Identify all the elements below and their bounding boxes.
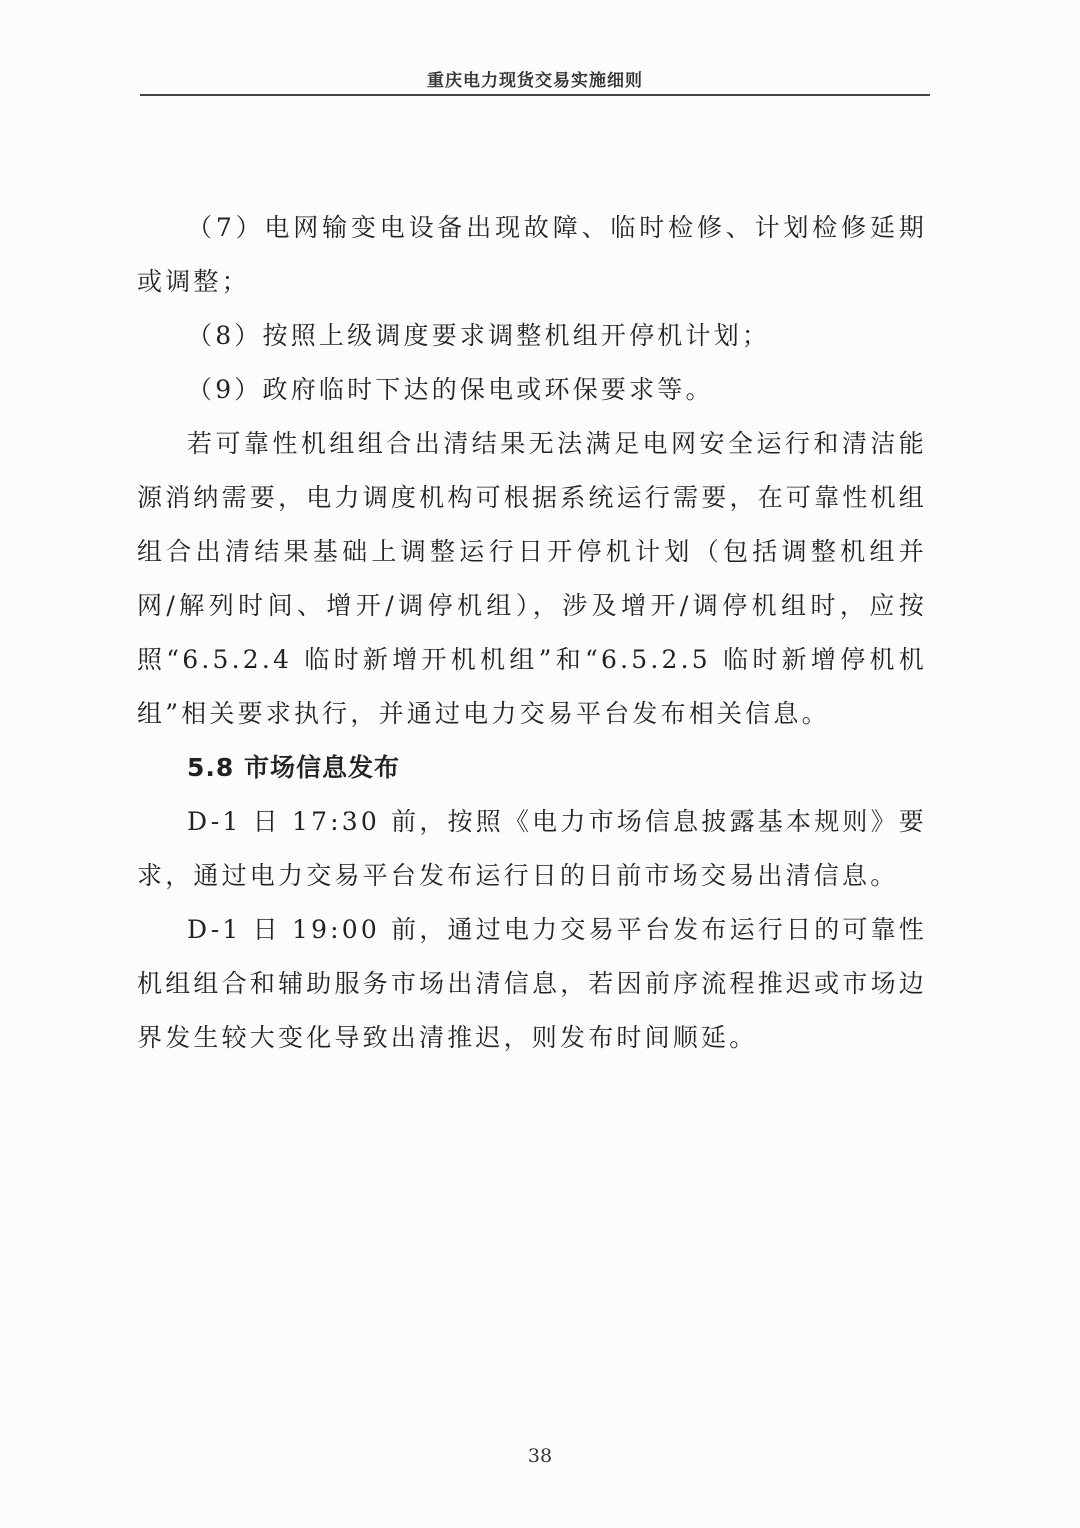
section-heading: 5.8 市场信息发布 [187, 753, 400, 782]
header-divider [140, 94, 930, 96]
paragraph-d1-1900: D-1 日 19:00 前，通过电力交易平台发布运行日的可靠性机组组合和辅助服务市场出清信息，若因前序流程推迟或市场边界发生较大变化导致出清推迟，则发布时间顺延。 [137, 915, 927, 1052]
running-header-title: 重庆电力现货交易实施细则 [427, 71, 643, 91]
paragraph-reliability-adjustment: 若可靠性机组组合出清结果无法满足电网安全运行和清洁能源消纳需要，电力调度机构可根据系统运行需要，在可靠性机组组合出清结果基础上调整运行日开停机计划（包括调整机组并网/解列时间、增开/调停机组），涉及增开/调停机组时，应按照“6.5.2.4 临时新增开机机组”和“6.5.2.5 临时新增停机机组”相关要求执行，并通过电力交易平台发布相关信息。 [137, 429, 927, 728]
list-item-9: （9）政府临时下达的保电或环保要求等。 [187, 375, 714, 404]
paragraph-d1-1730: D-1 日 17:30 前，按照《电力市场信息披露基本规则》要求，通过电力交易平台发布运行日的日前市场交易出清信息。 [137, 807, 927, 890]
list-item-7: （7）电网输变电设备出现故障、临时检修、计划检修延期或调整； [137, 213, 927, 296]
document-body [137, 201, 927, 1065]
page-number: 38 [527, 1445, 553, 1467]
list-item-8: （8）按照上级调度要求调整机组开停机计划； [187, 321, 771, 350]
